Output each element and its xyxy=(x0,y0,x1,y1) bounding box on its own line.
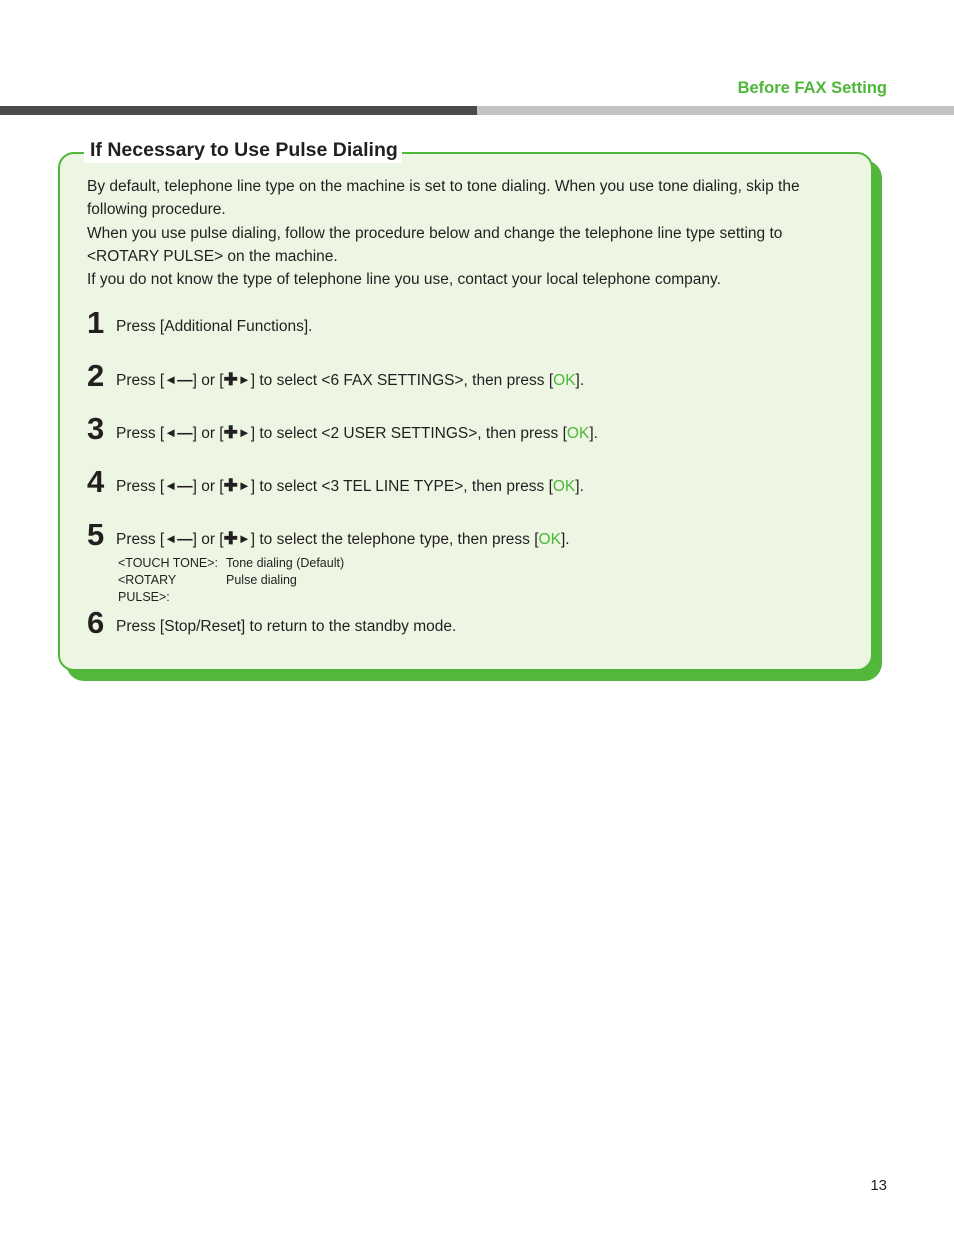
left-arrow-icon: ◄ xyxy=(164,372,178,387)
or-label: ] or [ xyxy=(192,425,224,442)
option-description: Pulse dialing xyxy=(226,573,297,587)
header-rule-dark xyxy=(0,106,477,115)
intro-paragraph: If you do not know the type of telephone line you use, contact your local telephone company. xyxy=(87,271,721,289)
option-description: Tone dialing (Default) xyxy=(226,556,345,570)
step-end: ]. xyxy=(589,425,598,442)
ok-key: OK xyxy=(566,425,590,442)
step-text: Press [Stop/Reset] to return to the standby mode. xyxy=(116,618,457,635)
plus-key xyxy=(224,529,251,550)
step-number: 4 xyxy=(87,464,105,499)
or-label: ] or [ xyxy=(192,372,224,389)
left-arrow-icon: ◄ xyxy=(164,425,178,440)
minus-key xyxy=(164,370,192,391)
intro-text xyxy=(87,175,847,291)
plus-key xyxy=(224,370,251,391)
press-label: Press [ xyxy=(116,478,165,495)
minus-icon: — xyxy=(177,372,193,389)
step-instruction: ] to select <2 USER SETTINGS>, then press [ xyxy=(250,425,567,442)
plus-icon: ✚ xyxy=(223,529,238,548)
plus-icon: ✚ xyxy=(223,476,238,495)
minus-icon: — xyxy=(177,531,193,548)
minus-key xyxy=(164,476,192,497)
plus-key xyxy=(224,476,251,497)
right-arrow-icon: ► xyxy=(237,372,251,387)
press-label: Press [ xyxy=(116,372,165,389)
minus-icon: — xyxy=(177,425,193,442)
left-arrow-icon: ◄ xyxy=(164,531,178,546)
plus-icon: ✚ xyxy=(223,423,238,442)
minus-key xyxy=(164,423,192,444)
step-instruction: ] to select <6 FAX SETTINGS>, then press [ xyxy=(250,372,554,389)
step-text: Press [Additional Functions]. xyxy=(116,318,313,335)
option-name: <ROTARY PULSE>: xyxy=(118,573,177,604)
step-end: ]. xyxy=(560,531,570,548)
right-arrow-icon: ► xyxy=(237,478,251,493)
or-label: ] or [ xyxy=(192,531,224,548)
step-text xyxy=(116,529,570,550)
box-title: If Necessary to Use Pulse Dialing xyxy=(84,137,402,163)
right-arrow-icon: ► xyxy=(237,531,251,546)
step-end: ]. xyxy=(575,478,584,495)
ok-key: OK xyxy=(538,531,561,548)
step-text xyxy=(116,423,598,444)
intro-paragraph: When you use pulse dialing, follow the procedure below and change the telephone line type setting to <ROTARY PULSE> on the machine. xyxy=(87,224,783,265)
plus-key xyxy=(224,423,251,444)
option-row xyxy=(118,572,344,606)
section-header-title: Before FAX Setting xyxy=(737,79,887,97)
step-number: 5 xyxy=(87,517,105,552)
line-type-options xyxy=(118,555,344,606)
step-text xyxy=(116,370,584,391)
right-arrow-icon: ► xyxy=(237,425,251,440)
step-number: 1 xyxy=(87,305,105,340)
step-end: ]. xyxy=(575,372,585,389)
step-instruction: ] to select the telephone type, then press [ xyxy=(250,531,539,548)
minus-icon: — xyxy=(177,478,193,495)
step-number: 3 xyxy=(87,411,105,446)
ok-key: OK xyxy=(552,478,576,495)
or-label: ] or [ xyxy=(192,478,224,495)
step-number: 2 xyxy=(87,358,105,393)
left-arrow-icon: ◄ xyxy=(164,478,178,493)
intro-paragraph: By default, telephone line type on the machine is set to tone dialing. When you use tone dialing, skip the following procedure. xyxy=(87,178,800,219)
press-label: Press [ xyxy=(116,425,165,442)
ok-key: OK xyxy=(553,372,576,389)
step-instruction: ] to select <3 TEL LINE TYPE>, then press [ xyxy=(250,478,553,495)
step-text xyxy=(116,476,584,497)
option-name: <TOUCH TONE>: xyxy=(118,556,219,570)
page-number: 13 xyxy=(870,1177,887,1194)
option-row xyxy=(118,555,344,572)
header-rule-light xyxy=(477,106,954,115)
plus-icon: ✚ xyxy=(223,370,238,389)
step-number: 6 xyxy=(87,605,105,640)
minus-key xyxy=(164,529,192,550)
press-label: Press [ xyxy=(116,531,165,548)
